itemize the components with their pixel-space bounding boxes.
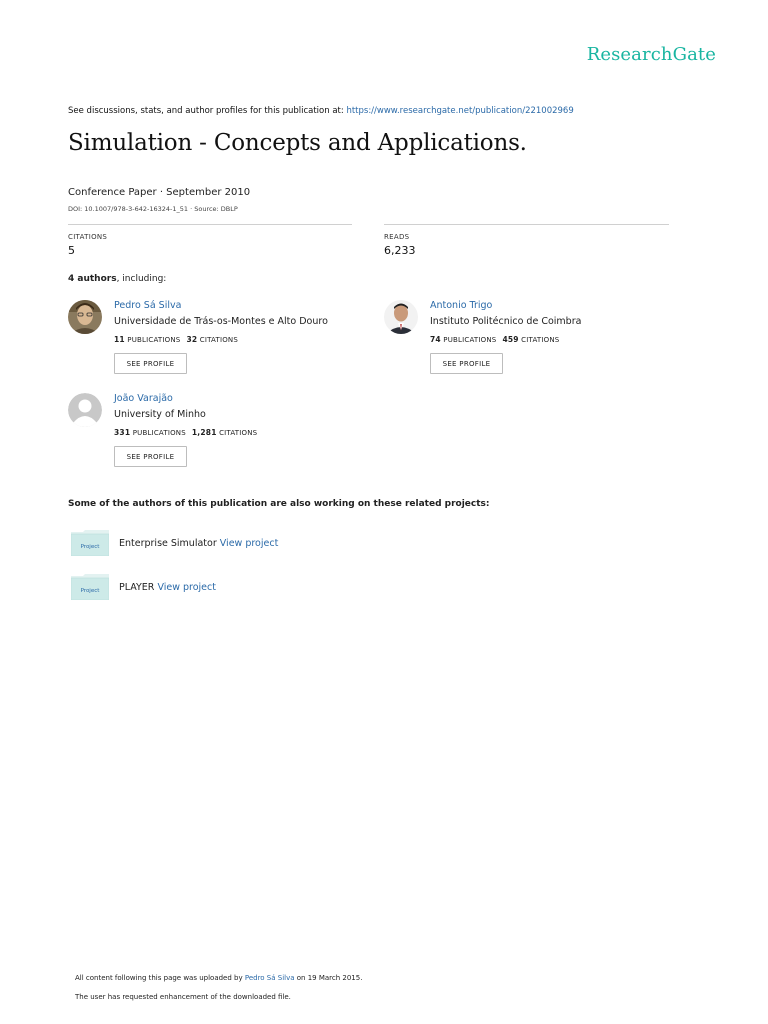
author-stats: [430, 335, 559, 344]
author-card-pedro-sa-silva: [68, 300, 368, 380]
citations-value: 5: [68, 244, 75, 257]
see-profile-button[interactable]: SEE PROFILE: [114, 446, 187, 467]
author-avatar[interactable]: [68, 300, 102, 334]
project-item-enterprise-simulator: [68, 530, 368, 560]
author-institution: University of Minho: [114, 409, 206, 420]
publication-title: Simulation - Concepts and Applications.: [68, 130, 527, 156]
researchgate-logo[interactable]: ResearchGate: [586, 44, 716, 65]
citations-label: CITATIONS: [68, 233, 108, 241]
project-name: Enterprise Simulator: [119, 538, 220, 549]
project-text: [119, 582, 216, 593]
discussion-prefix: See discussions, stats, and author profiles for this publication at:: [68, 106, 347, 116]
publications-label: PUBLICATIONS: [132, 429, 186, 437]
reads-label: READS: [384, 233, 410, 241]
uploader-link[interactable]: Pedro Sá Silva: [244, 974, 295, 982]
upload-suffix: on 19 March 2015.: [294, 974, 363, 982]
author-stats: [114, 335, 238, 344]
author-card-antonio-trigo: [384, 300, 684, 380]
reads-divider: [384, 224, 669, 225]
project-folder-label: Project: [80, 588, 100, 594]
publication-url-link[interactable]: https://www.researchgate.net/publication/221002969: [346, 106, 574, 116]
project-folder-label: Project: [80, 544, 100, 550]
author-name-link[interactable]: Pedro Sá Silva: [114, 300, 182, 311]
related-projects-heading: Some of the authors of this publication are also working on these related projects:: [68, 499, 490, 509]
citations-divider: [68, 224, 352, 225]
publications-count: 331: [114, 428, 131, 437]
view-project-link[interactable]: View project: [219, 538, 279, 549]
enhancement-notice: The user has requested enhancement of the downloaded file.: [75, 993, 291, 1001]
project-folder-icon: [71, 574, 109, 600]
citations-count: 1,281: [191, 428, 217, 437]
publication-doi-source: DOI: 10.1007/978-3-642-16324-1_51 · Source: DBLP: [68, 205, 238, 213]
citations-count: 32: [186, 335, 198, 344]
view-project-link[interactable]: View project: [157, 582, 216, 593]
citations-count: 459: [502, 335, 519, 344]
project-name: PLAYER: [119, 582, 158, 593]
citations-label: CITATIONS: [521, 336, 560, 344]
project-folder-icon: [71, 530, 109, 556]
author-institution: Universidade de Trás-os-Montes e Alto Douro: [114, 316, 328, 327]
publications-count: 11: [114, 335, 125, 344]
author-name-link[interactable]: Antonio Trigo: [430, 300, 493, 311]
author-name-link[interactable]: João Varajão: [114, 393, 173, 404]
authors-count: 4 authors: [68, 274, 117, 284]
citations-label: CITATIONS: [199, 336, 239, 344]
author-avatar[interactable]: [384, 300, 418, 334]
publications-count: 74: [430, 335, 441, 344]
project-item-player: [68, 574, 368, 604]
author-avatar-placeholder-icon[interactable]: [68, 393, 102, 427]
project-text: [119, 538, 278, 549]
author-card-joao-varajao: [68, 393, 368, 473]
authors-including: , including:: [116, 274, 167, 284]
author-institution: Instituto Politécnico de Coimbra: [430, 316, 582, 327]
upload-notice: [75, 974, 362, 982]
reads-value: 6,233: [384, 244, 416, 257]
citations-label: CITATIONS: [219, 429, 258, 437]
see-profile-button[interactable]: SEE PROFILE: [114, 353, 187, 374]
author-stats: [114, 428, 257, 437]
discussion-line: [68, 106, 574, 116]
publications-label: PUBLICATIONS: [127, 336, 181, 344]
authors-heading: [68, 274, 166, 284]
publication-type-date: Conference Paper · September 2010: [68, 187, 251, 198]
see-profile-button[interactable]: SEE PROFILE: [430, 353, 503, 374]
upload-prefix: All content following this page was uploaded by: [75, 974, 245, 982]
publications-label: PUBLICATIONS: [443, 336, 497, 344]
